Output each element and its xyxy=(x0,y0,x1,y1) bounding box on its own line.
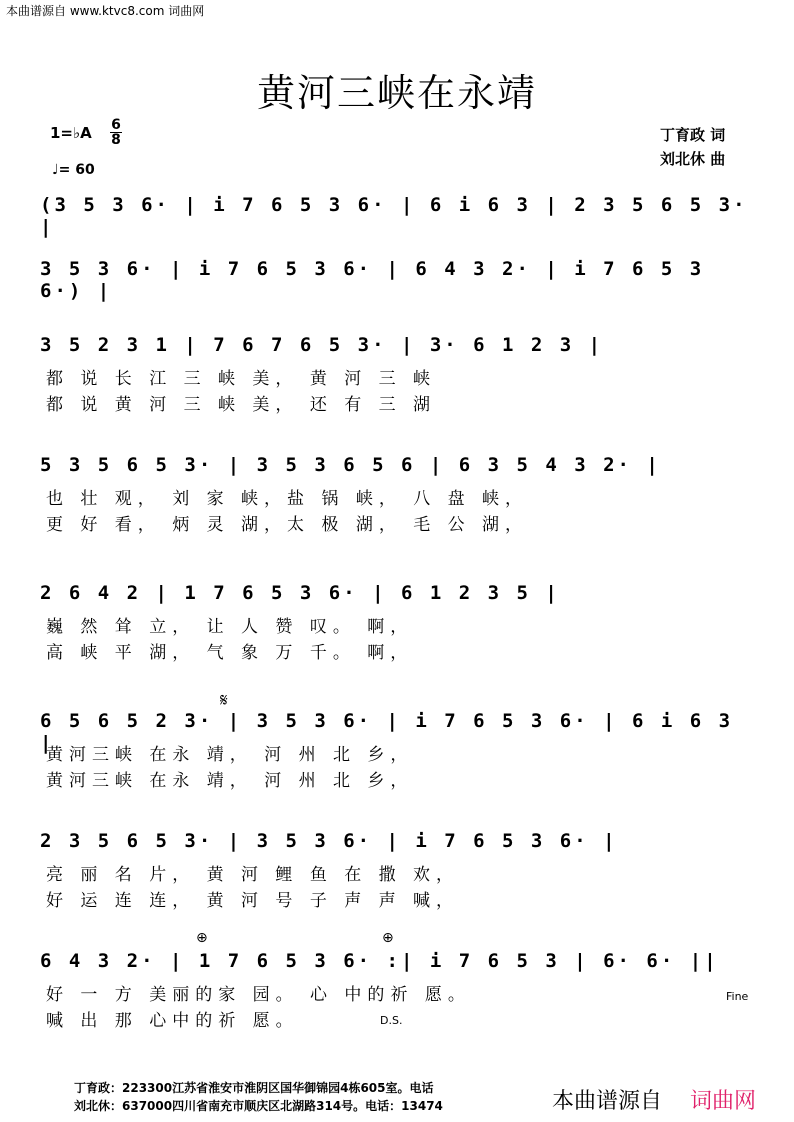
notation-line: 3 5 3 6· | i 7 6 5 3 6· | 6 4 3 2· | i 7 6 5 3 6·) | xyxy=(40,258,705,302)
lyric-verse-1: 好 一 方 美丽的家 园。 心 中的祈 愿。 xyxy=(46,985,471,1005)
lyric-verse-2: 好 运 连 连， 黄 河 号 子 声 声 喊， xyxy=(46,891,460,911)
notation-line: 6 5 6 5 2 3· | 3 5 3 6· | i 7 6 5 3 6· | 6 i 6 3 | xyxy=(40,710,734,754)
header-watermark: 本曲谱源自 www.ktvc8.com 词曲网 xyxy=(6,4,205,18)
fine-marking: Fine xyxy=(726,990,749,1003)
notation-line: 6 4 3 2· | 1 7 6 5 3 6· :| i 7 6 5 3 | 6· 6· || xyxy=(40,950,719,972)
time-signature xyxy=(110,118,122,147)
key-signature: 1=♭A xyxy=(50,124,92,142)
brand-source: 本曲谱源自 xyxy=(552,1089,663,1114)
notation-line: (3 5 3 6· | i 7 6 5 3 6· | 6 i 6 3 | 2 3 5 6 5 3· | xyxy=(40,194,748,238)
footer-contact-1: 丁育政：223300江苏省淮安市淮阴区国华御锦园4栋605室。电话 xyxy=(74,1081,434,1095)
composer-credit: 刘北休 曲 xyxy=(660,150,726,168)
time-bottom: 8 xyxy=(111,132,121,148)
lyric-verse-2: 喊 出 那 心中的祈 愿。 xyxy=(46,1011,299,1031)
notation-line: 2 6 4 2 | 1 7 6 5 3 6· | 6 1 2 3 5 | xyxy=(40,582,560,604)
segno-icon: 𝄋 xyxy=(220,690,228,711)
notation-line: 2 3 5 6 5 3· | 3 5 3 6· | i 7 6 5 3 6· | xyxy=(40,830,618,852)
lyricist-credit: 丁育政 词 xyxy=(660,126,726,144)
lyric-verse-2: 都 说 黄 河 三 峡 美， 还 有 三 湖 xyxy=(46,395,437,415)
notation-line: 3 5 2 3 1 | 7 6 7 6 5 3· | 3· 6 1 2 3 | xyxy=(40,334,604,356)
notation-line: 5 3 5 6 5 3· | 3 5 3 6 5 6 | 6 3 5 4 3 2· | xyxy=(40,454,661,476)
lyric-verse-2: 黄河三峡 在永 靖， 河 州 北 乡， xyxy=(46,771,414,791)
song-title: 黄河三峡在永靖 xyxy=(256,71,537,115)
tempo-marking: ♩= 60 xyxy=(52,162,95,178)
lyric-verse-1: 黄河三峡 在永 靖， 河 州 北 乡， xyxy=(46,745,414,765)
lyric-verse-1: 巍 然 耸 立， 让 人 赞 叹。 啊， xyxy=(46,617,414,637)
ds-marking: D.S. xyxy=(380,1014,403,1027)
coda-icon: ⊕ xyxy=(196,930,208,946)
lyric-verse-1: 亮 丽 名 片， 黄 河 鲤 鱼 在 撒 欢， xyxy=(46,865,460,885)
lyric-verse-1: 也 壮 观， 刘 家 峡，盐 锅 峡， 八 盘 峡， xyxy=(46,489,529,509)
lyric-verse-2: 高 峡 平 湖， 气 象 万 千。 啊， xyxy=(46,643,414,663)
lyric-verse-2: 更 好 看， 炳 灵 湖，太 极 湖， 毛 公 湖， xyxy=(46,515,529,535)
coda-icon: ⊕ xyxy=(382,930,394,946)
brand-site: 词曲网 xyxy=(690,1089,757,1114)
footer-contact-2: 刘北休：637000四川省南充市顺庆区北湖路314号。电话：13474 xyxy=(74,1099,443,1113)
lyric-verse-1: 都 说 长 江 三 峡 美， 黄 河 三 峡 xyxy=(46,369,437,389)
time-top: 6 xyxy=(111,117,121,133)
